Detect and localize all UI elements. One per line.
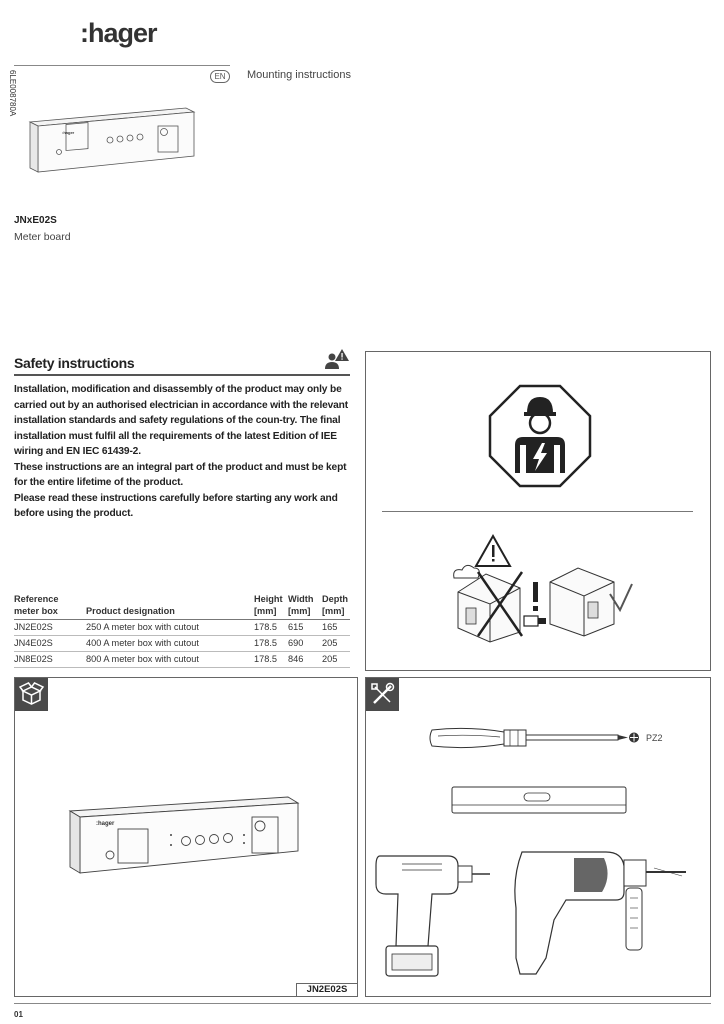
screwdriver-icon xyxy=(428,722,640,756)
header-divider xyxy=(14,65,230,66)
package-tab xyxy=(15,678,48,711)
tools-icon xyxy=(366,678,399,711)
safety-paragraph-3: Please read these instructions carefully before starting any work and before using the product. xyxy=(14,492,338,519)
hammer-drill-icon xyxy=(506,848,700,982)
spec-table-header xyxy=(14,592,350,620)
safety-paragraph-2: These instructions are an integral part of the product and must be kept for the entire lifetime of the product. xyxy=(14,461,347,488)
cell-width: 690 xyxy=(288,636,322,652)
hager-logo: :hager xyxy=(80,18,157,48)
cell-height: 178.5 xyxy=(254,620,288,636)
header-designation: Product designation xyxy=(86,592,254,620)
electrician-only-icon xyxy=(487,383,593,489)
header-width: Width [mm] xyxy=(288,592,322,620)
cell-ref: JN8E02S xyxy=(14,652,86,668)
safety-title: Safety instructions xyxy=(14,355,135,371)
table-row xyxy=(14,636,350,652)
safety-divider xyxy=(14,374,350,376)
cell-depth: 205 xyxy=(322,652,350,668)
safety-paragraph-1: Installation, modification and disassembly of the product may only be carried out by an authorised electrician in accordance with the relevant installation standards and safety regulations of the coun-try. The final installation must fulfil all the requirements of the latest Edition of IEE wiring and EN IEC 61439-2. xyxy=(14,384,348,457)
meter-box-illustration xyxy=(66,795,302,875)
no-diy-warning-illustration xyxy=(438,532,634,644)
cell-depth: 165 xyxy=(322,620,350,636)
cell-designation: 800 A meter box with cutout xyxy=(86,652,254,668)
cordless-drill-icon xyxy=(372,850,494,982)
cell-designation: 400 A meter box with cutout xyxy=(86,636,254,652)
thumbnail-brand-label: :hager xyxy=(62,130,75,135)
product-name: Meter board xyxy=(14,231,71,243)
safety-text xyxy=(14,382,350,522)
header-depth: Depth [mm] xyxy=(322,592,350,620)
document-code xyxy=(5,70,19,126)
cell-designation: 250 A meter box with cutout xyxy=(86,620,254,636)
table-row xyxy=(14,620,350,636)
document-type: Mounting instructions xyxy=(247,69,351,81)
spirit-level-icon xyxy=(450,783,628,817)
page-number: 01 xyxy=(14,1010,23,1019)
cell-height: 178.5 xyxy=(254,652,288,668)
language-badge: EN xyxy=(210,70,230,83)
panel-divider xyxy=(382,511,693,512)
box-brand-label: :hager xyxy=(96,821,115,827)
box-model-label: JN2E02S xyxy=(296,983,358,997)
product-reference: JNxE02S xyxy=(14,215,57,226)
header-reference: Reference meter box xyxy=(14,592,86,620)
screwdriver-size-label: PZ2 xyxy=(646,733,663,743)
cell-width: 615 xyxy=(288,620,322,636)
spec-table xyxy=(14,592,350,668)
header-height: Height [mm] xyxy=(254,592,288,620)
table-row xyxy=(14,652,350,668)
electrician-warning-icon xyxy=(323,347,350,371)
cell-height: 178.5 xyxy=(254,636,288,652)
cell-ref: JN2E02S xyxy=(14,620,86,636)
cell-ref: JN4E02S xyxy=(14,636,86,652)
cell-depth: 205 xyxy=(322,636,350,652)
meter-box-thumbnail xyxy=(26,104,198,180)
tools-tab xyxy=(366,678,399,711)
box-icon xyxy=(15,678,48,711)
cell-width: 846 xyxy=(288,652,322,668)
document-code-text: 6LE008780A xyxy=(8,70,17,117)
footer-divider xyxy=(14,1003,711,1004)
